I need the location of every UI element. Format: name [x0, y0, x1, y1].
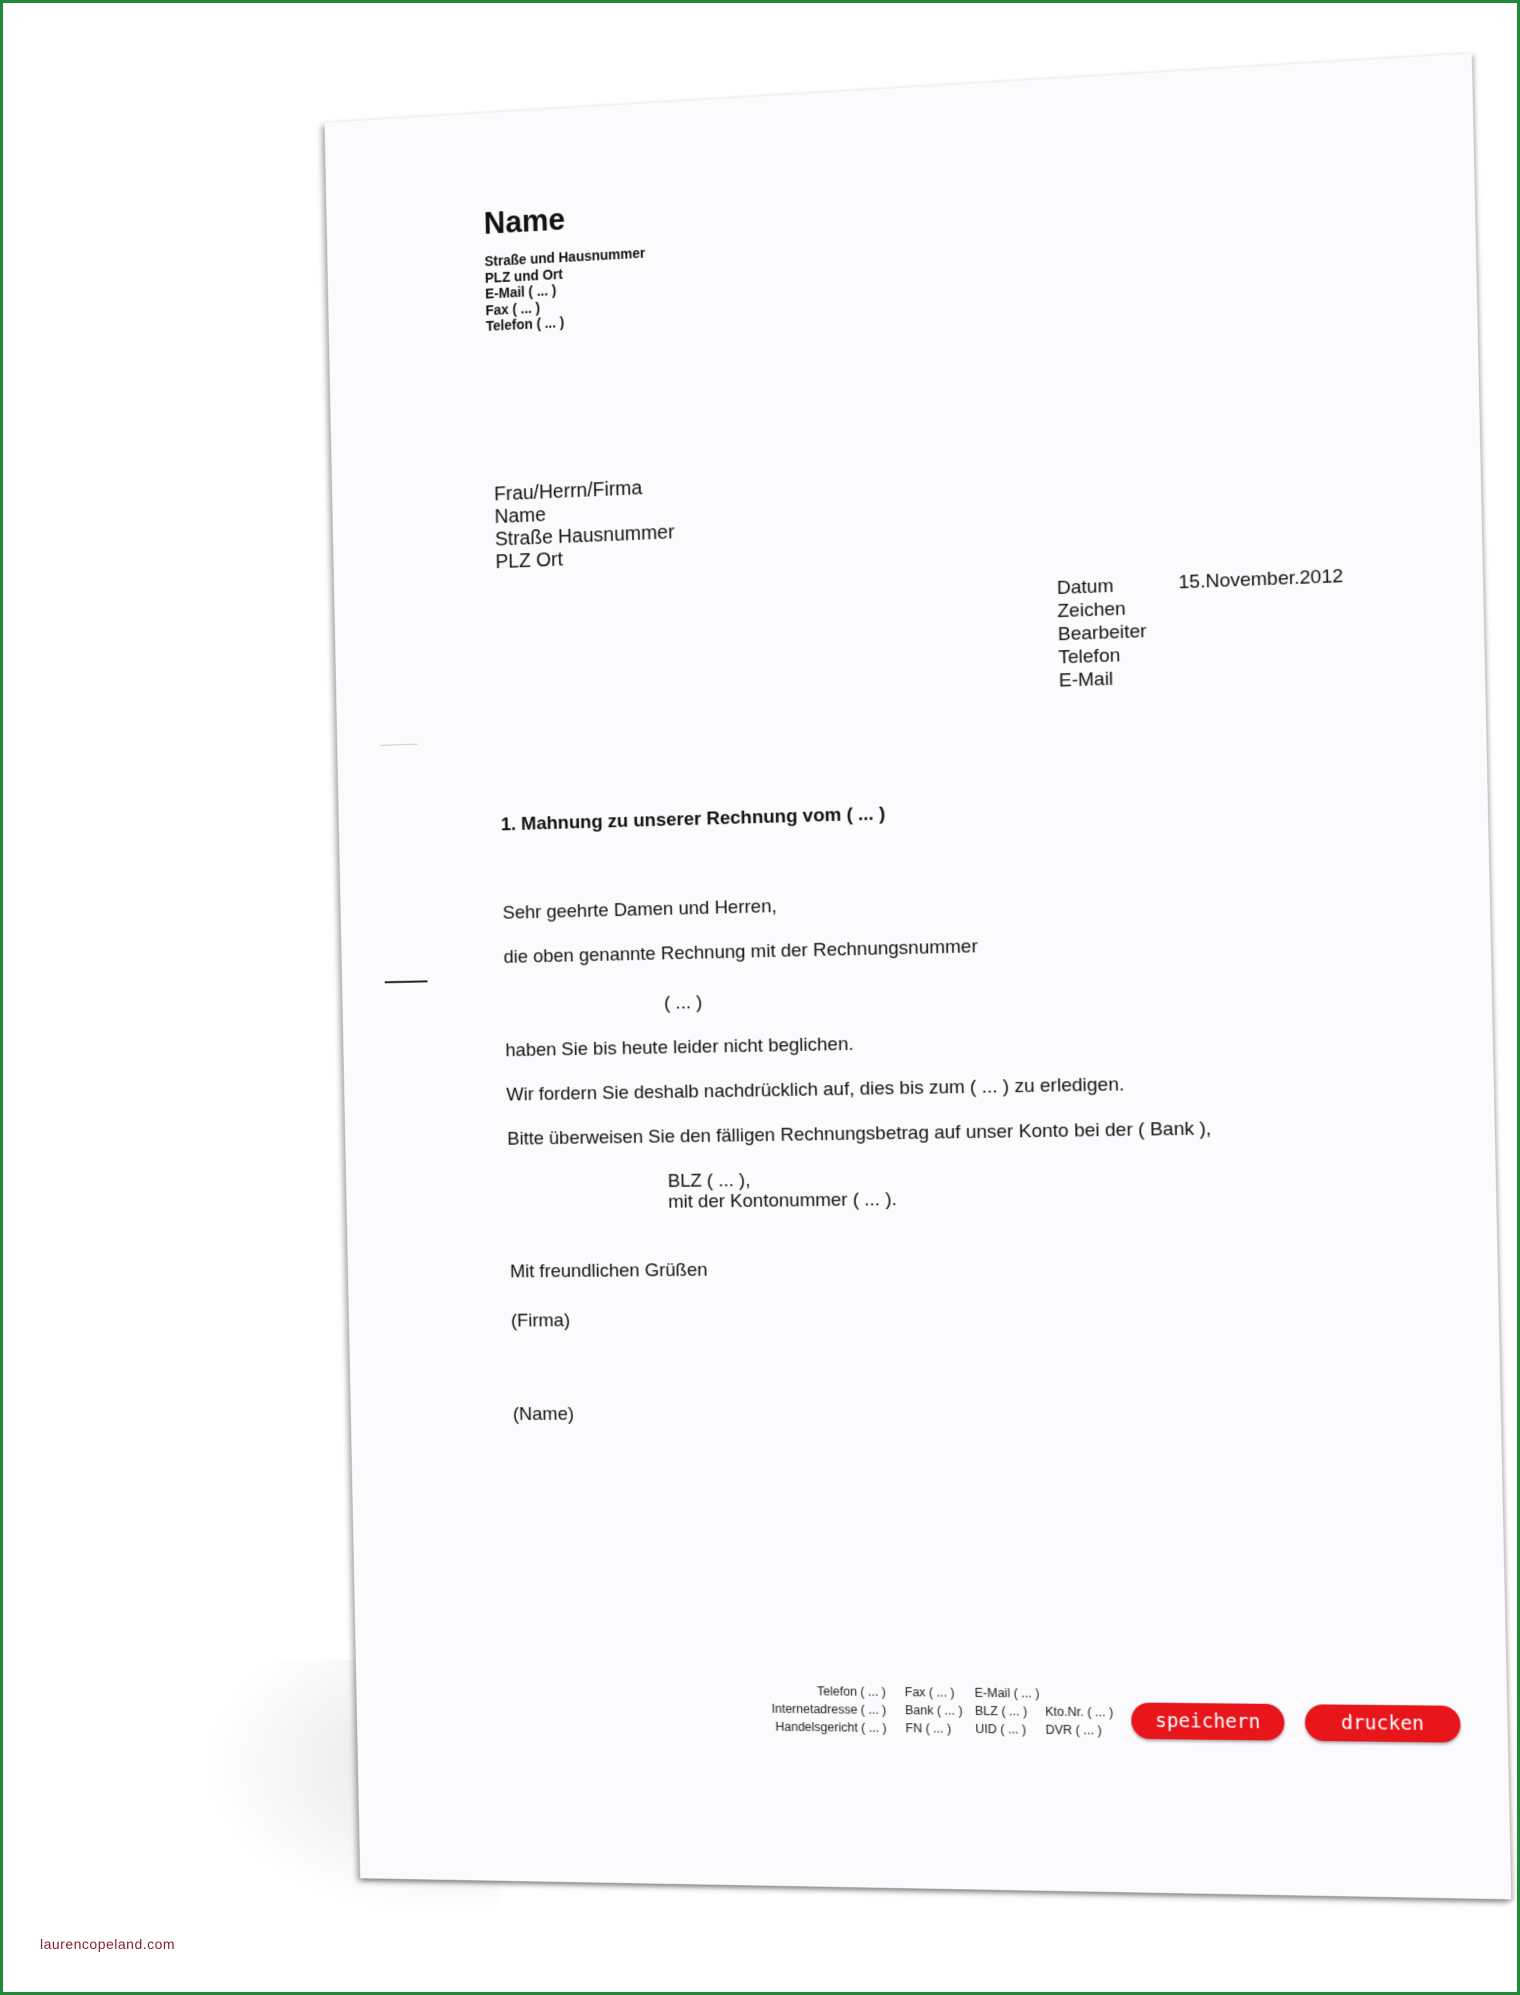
footer-column-2 [905, 1683, 964, 1738]
meta-label-reference: Zeichen [1057, 598, 1126, 623]
save-button[interactable]: speichern [1131, 1702, 1285, 1740]
footer-bank: Bank ( ... ) [904, 1703, 963, 1718]
sender-fax: Fax ( ... ) [485, 299, 541, 318]
company-placeholder: (Firma) [510, 1310, 571, 1332]
body-paragraph-4: Bitte überweisen Sie den fälligen Rechnungsbetrag auf unser Konto bei der ( Bank ), [507, 1118, 1212, 1150]
fold-mark [380, 744, 418, 746]
recipient-address [494, 476, 675, 574]
footer-blz: BLZ ( ... ) [974, 1703, 1028, 1719]
closing: Mit freundlichen Grüßen [509, 1259, 708, 1283]
account-number: mit der Kontonummer ( ... ). [668, 1189, 897, 1213]
footer-website: Internetadresse ( ... ) [771, 1701, 887, 1717]
recipient-street: Straße Hausnummer [494, 521, 675, 551]
sender-street: Straße und Hausnummer [484, 244, 646, 270]
sender-name: Name [483, 201, 566, 241]
body-paragraph-3: Wir fordern Sie deshalb nachdrücklich auf, dies bis zum ( ... ) zu erledigen. [506, 1074, 1125, 1106]
punch-mark [385, 980, 428, 983]
sender-address [484, 245, 646, 335]
invoice-number: ( ... ) [663, 992, 703, 1014]
sender-city: PLZ und Ort [484, 265, 563, 286]
date-value: 15.November.2012 [1178, 565, 1344, 594]
letter-subject: 1. Mahnung zu unserer Rechnung vom ( ... ) [500, 803, 886, 836]
letter-page [325, 53, 1512, 1899]
name-placeholder: (Name) [512, 1404, 575, 1425]
footer-court: Handelsgericht ( ... ) [775, 1719, 887, 1735]
meta-label-clerk: Bearbeiter [1057, 620, 1147, 646]
footer-column-1 [771, 1682, 887, 1737]
footer-phone: Telefon ( ... ) [816, 1684, 887, 1699]
recipient-name: Name [494, 504, 547, 529]
print-button[interactable]: drucken [1305, 1704, 1461, 1742]
body-paragraph-1: die oben genannte Rechnung mit der Rechnungsnummer [503, 936, 978, 968]
footer-dvr: DVR ( ... ) [1045, 1722, 1102, 1738]
sender-phone: Telefon ( ... ) [485, 314, 565, 334]
footer-column-3 [974, 1684, 1040, 1739]
footer-empty [1045, 1684, 1113, 1703]
body-paragraph-2: haben Sie bis heute leider nicht beglichen. [505, 1033, 854, 1062]
reference-block [1057, 573, 1148, 692]
bank-code: BLZ ( ... ), [667, 1170, 751, 1192]
footer-column-4 [1045, 1684, 1114, 1739]
footer-email: E-Mail ( ... ) [974, 1685, 1040, 1701]
meta-label-date: Datum [1056, 575, 1114, 600]
watermark: laurencopeland.com [40, 1936, 176, 1952]
recipient-city: PLZ Ort [495, 548, 564, 574]
footer-fax: Fax ( ... ) [904, 1685, 955, 1700]
footer-account: Kto.Nr. ( ... ) [1045, 1704, 1114, 1720]
recipient-salutation: Frau/Herrn/Firma [493, 477, 643, 506]
footer-uid: UID ( ... ) [975, 1721, 1027, 1737]
sender-email: E-Mail ( ... ) [485, 282, 557, 302]
salutation: Sehr geehrte Damen und Herren, [502, 896, 777, 924]
meta-label-email: E-Mail [1058, 668, 1114, 692]
meta-label-phone: Telefon [1058, 645, 1121, 669]
footer-fn: FN ( ... ) [905, 1721, 952, 1736]
